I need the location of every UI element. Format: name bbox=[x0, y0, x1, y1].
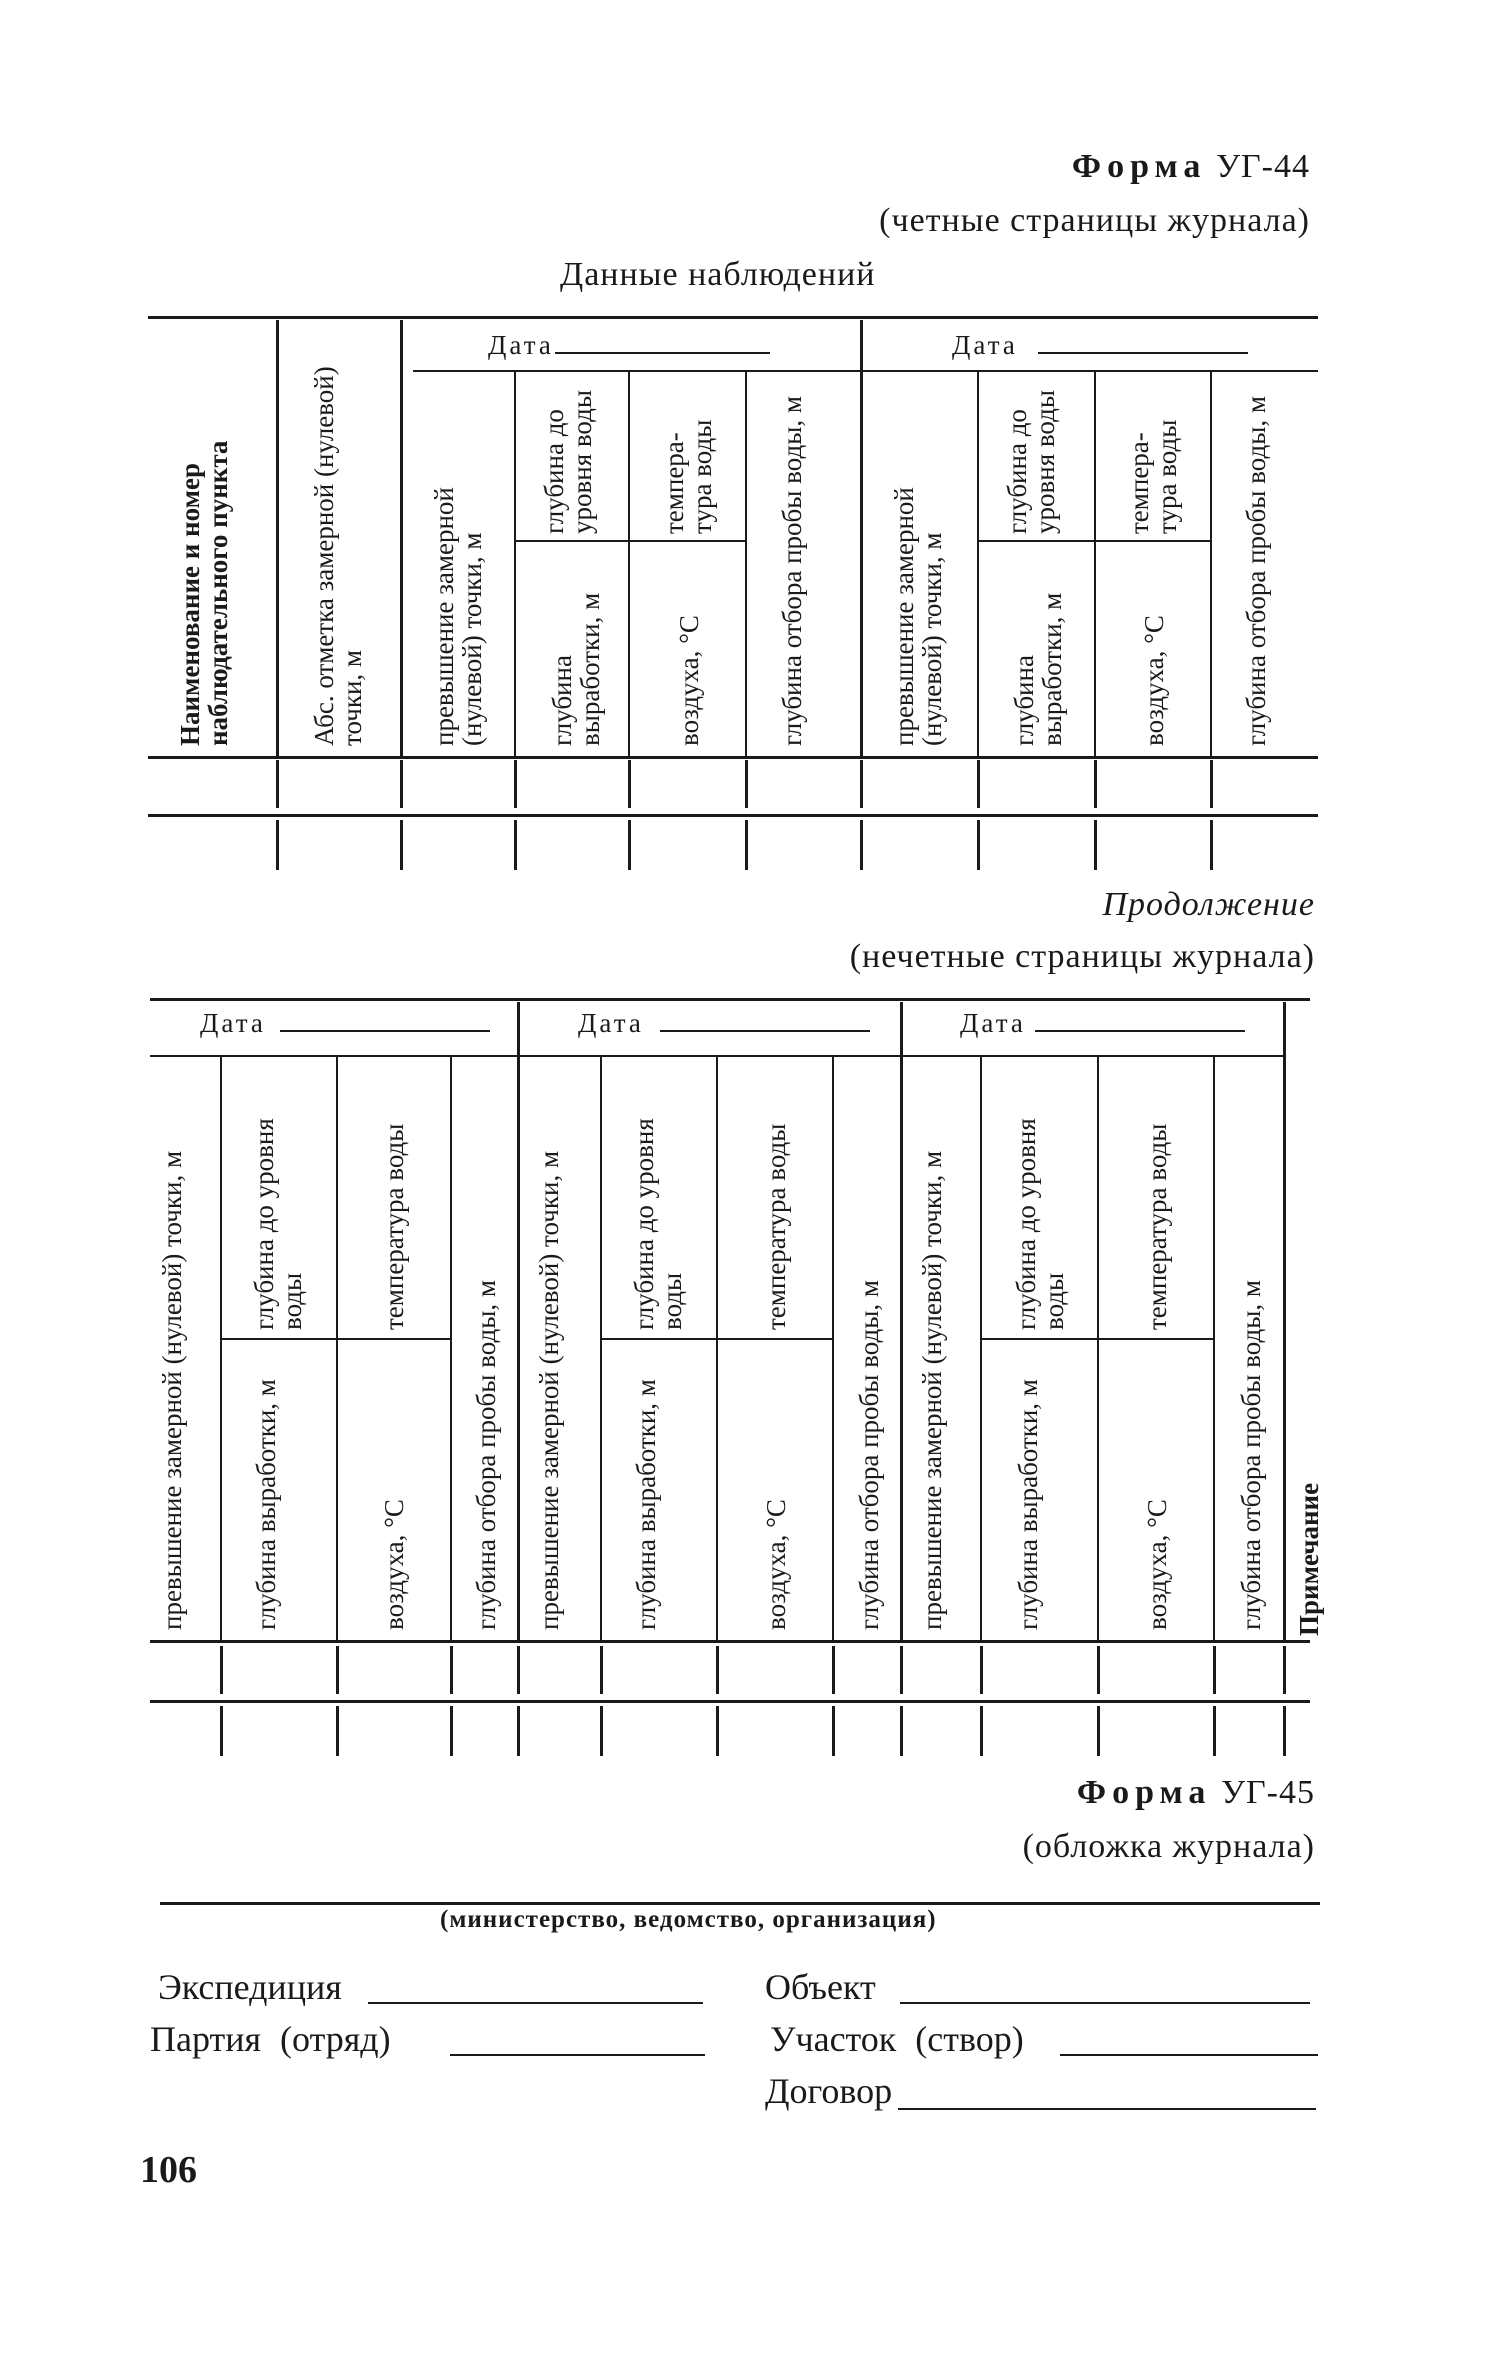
form45-title bbox=[900, 1774, 1315, 1812]
group-depth-header: глубина до уровня воды bbox=[539, 389, 598, 534]
group-temp-header: темпера-тура воды bbox=[1124, 419, 1183, 534]
col-excess-header: превышение замерной (нулевой) точки, м bbox=[917, 1150, 947, 1630]
group-depth-header: глубина до уровня воды bbox=[1011, 1118, 1070, 1330]
form45-title-code: УГ-45 bbox=[1220, 1774, 1315, 1811]
col-station-header: Наименование и номер наблюдательного пункта bbox=[175, 440, 234, 746]
expedition-field[interactable] bbox=[368, 2002, 703, 2004]
section-label: Участок (створ) bbox=[770, 2019, 1024, 2059]
group-depth-header: глубина до уровня воды bbox=[1002, 389, 1061, 534]
form44-title bbox=[900, 148, 1310, 186]
col-dig-depth-header: глубина выработки, м bbox=[1009, 592, 1068, 746]
col-sample-depth-header: глубина отбора пробы воды, м bbox=[1236, 1280, 1266, 1630]
section-field[interactable] bbox=[1060, 2054, 1318, 2056]
col-excess-header: превышение замерной (нулевой) точки, м bbox=[157, 1150, 187, 1630]
group-depth-header: глубина до уровня воды bbox=[629, 1118, 688, 1330]
form44-caption: Данные наблюдений bbox=[560, 256, 876, 293]
form44-title-code: УГ-44 bbox=[1215, 148, 1310, 185]
col-air-header: воздуха, °С bbox=[379, 1499, 409, 1630]
form45-title-word: Форма bbox=[1076, 1774, 1212, 1811]
date-label: Дата bbox=[488, 330, 554, 360]
col-dig-depth-header: глубина выработки, м bbox=[1013, 1379, 1043, 1630]
object-label: Объект bbox=[765, 1967, 876, 2007]
col-air-header: воздуха, °С bbox=[1139, 615, 1169, 746]
continuation-title: Продолжение bbox=[1102, 886, 1315, 923]
party-field[interactable] bbox=[450, 2054, 705, 2056]
contract-field[interactable] bbox=[898, 2108, 1316, 2110]
col-dig-depth-header: глубина выработки, м bbox=[631, 1379, 661, 1630]
col-excess-header: превышение замерной (нулевой) точки, м bbox=[534, 1150, 564, 1630]
col-sample-depth-header: глубина отбора пробы воды, м bbox=[777, 396, 807, 746]
organization-caption: (министерство, ведомство, организация) bbox=[440, 1906, 937, 1933]
group-depth-header: глубина до уровня воды bbox=[249, 1118, 308, 1330]
group-temp-header: темпера-тура воды bbox=[659, 419, 718, 534]
expedition-label: Экспедиция bbox=[158, 1967, 342, 2007]
col-dig-depth-header: глубина выработки, м bbox=[251, 1379, 281, 1630]
date-label: Дата bbox=[952, 330, 1018, 360]
page-number: 106 bbox=[140, 2149, 197, 2191]
col-dig-depth-header: глубина выработки, м bbox=[547, 592, 606, 746]
form44-subtitle: (четные страницы журнала) bbox=[879, 202, 1310, 239]
col-sample-depth-header: глубина отбора пробы воды, м bbox=[1241, 396, 1271, 746]
col-air-header: воздуха, °С bbox=[1142, 1499, 1172, 1630]
col-abs-mark-header: Абс. отметка замерной (нулевой) точки, м bbox=[309, 366, 368, 746]
date-label: Дата bbox=[578, 1008, 644, 1038]
form44-title-word: Форма bbox=[1071, 148, 1207, 185]
group-temp-header: температура воды bbox=[1142, 1123, 1172, 1330]
date-label: Дата bbox=[960, 1008, 1026, 1038]
col-air-header: воздуха, °С bbox=[761, 1499, 791, 1630]
object-field[interactable] bbox=[900, 2002, 1310, 2004]
group-temp-header: температура воды bbox=[379, 1123, 409, 1330]
party-label: Партия (отряд) bbox=[150, 2019, 391, 2059]
group-temp-header: температура воды bbox=[761, 1123, 791, 1330]
col-sample-depth-header: глубина отбора пробы воды, м bbox=[854, 1280, 884, 1630]
col-air-header: воздуха, °С bbox=[674, 615, 704, 746]
col-excess-header: превышение замерной (нулевой) точки, м bbox=[429, 487, 488, 746]
col-note-header: Примечание bbox=[1294, 1482, 1324, 1636]
col-excess-header: превышение замерной (нулевой) точки, м bbox=[889, 487, 948, 746]
date-label: Дата bbox=[200, 1008, 266, 1038]
continuation-subtitle: (нечетные страницы журнала) bbox=[849, 938, 1315, 975]
organization-line bbox=[160, 1902, 1320, 1905]
form45-subtitle: (обложка журнала) bbox=[1022, 1828, 1315, 1865]
col-sample-depth-header: глубина отбора пробы воды, м bbox=[471, 1280, 501, 1630]
contract-label: Договор bbox=[765, 2071, 893, 2111]
